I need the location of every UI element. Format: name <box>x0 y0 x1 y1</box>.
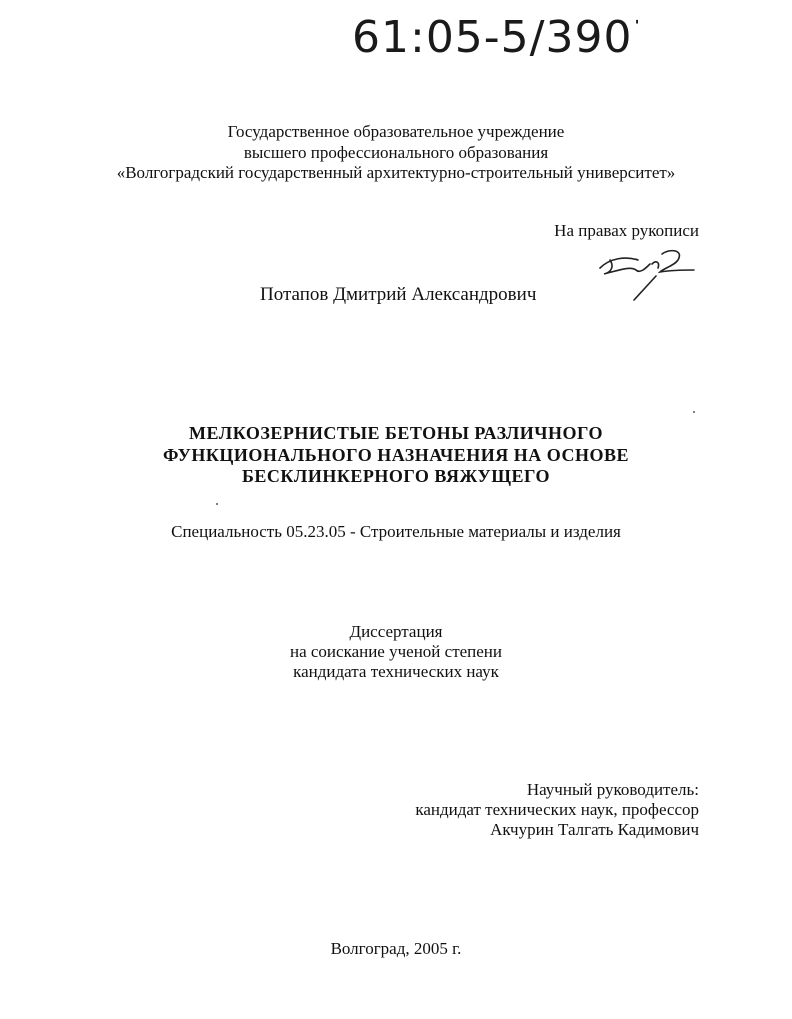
archive-number-text: 61:05-5/3907 <box>352 12 638 62</box>
institution-line-1: Государственное образовательное учреждение <box>227 122 565 141</box>
supervisor-label: Научный руководитель: <box>526 780 699 799</box>
scan-speck <box>693 411 695 413</box>
archive-number-handwriting <box>348 4 638 62</box>
author-name: Потапов Дмитрий Александрович <box>260 284 537 305</box>
signature-stroke <box>600 251 694 300</box>
dissertation-line-1: Диссертация <box>349 622 443 641</box>
signature-mark <box>590 240 700 306</box>
supervisor-name: Акчурин Талгать Кадимович <box>490 820 699 839</box>
institution-line-2: высшего профессионального образования <box>243 143 549 162</box>
institution-line-3: «Волгоградский государственный архитектурно-строительный университет» <box>116 163 676 182</box>
title-line-2: ФУНКЦИОНАЛЬНОГО НАЗНАЧЕНИЯ НА ОСНОВЕ <box>163 445 629 465</box>
title-line-1: МЕЛКОЗЕРНИСТЫЕ БЕТОНЫ РАЗЛИЧНОГО <box>189 423 603 443</box>
place-year: Волгоград, 2005 г. <box>330 939 462 958</box>
title-line-3: БЕСКЛИНКЕРНОГО ВЯЖУЩЕГО <box>241 466 551 486</box>
supervisor-degree: кандидат технических наук, профессор <box>415 800 699 819</box>
rights-note: На правах рукописи <box>554 221 699 240</box>
specialty-line: Специальность 05.23.05 - Строительные материалы и изделия <box>171 522 621 541</box>
dissertation-line-3: кандидата технических наук <box>293 662 499 681</box>
archive-number-stamp <box>348 4 638 62</box>
scan-speck <box>216 503 218 505</box>
signature-drawing <box>590 240 700 306</box>
dissertation-line-2: на соискание ученой степени <box>289 642 503 661</box>
